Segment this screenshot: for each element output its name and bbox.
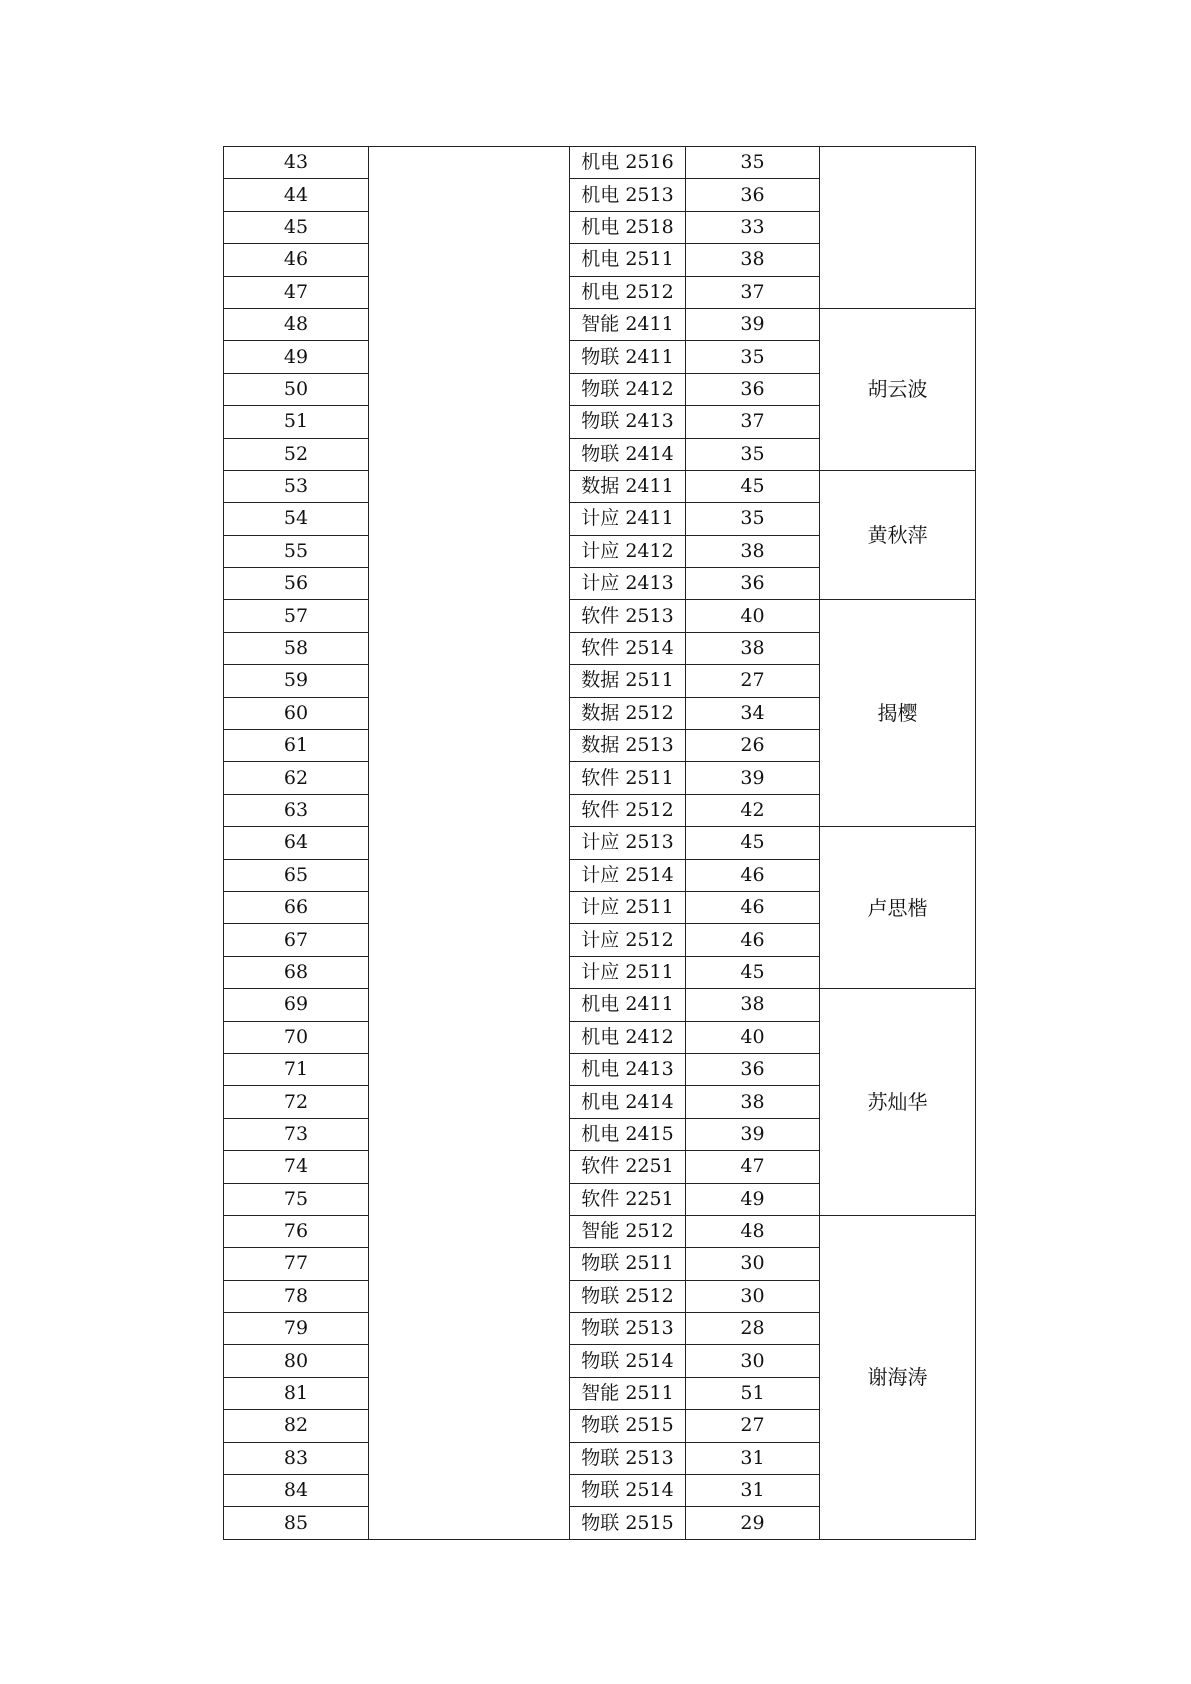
row-number-cell: 51 <box>224 406 369 438</box>
row-number-cell: 69 <box>224 989 369 1021</box>
row-number-cell: 82 <box>224 1410 369 1442</box>
row-number-cell: 74 <box>224 1151 369 1183</box>
row-number-cell: 48 <box>224 308 369 340</box>
class-name-cell: 机电 2513 <box>570 179 686 211</box>
class-name-cell: 智能 2511 <box>570 1377 686 1409</box>
class-name-cell: 物联 2515 <box>570 1507 686 1539</box>
row-number-cell: 71 <box>224 1053 369 1085</box>
student-count-cell: 35 <box>686 147 820 179</box>
class-name-cell: 物联 2512 <box>570 1280 686 1312</box>
teacher-cell: 揭樱 <box>820 600 976 827</box>
student-count-cell: 37 <box>686 406 820 438</box>
student-count-cell: 30 <box>686 1280 820 1312</box>
class-name-cell: 计应 2512 <box>570 924 686 956</box>
row-number-cell: 83 <box>224 1442 369 1474</box>
roster-body <box>224 147 976 1540</box>
row-number-cell: 61 <box>224 730 369 762</box>
student-count-cell: 38 <box>686 989 820 1021</box>
student-count-cell: 30 <box>686 1248 820 1280</box>
row-number-cell: 85 <box>224 1507 369 1539</box>
class-name-cell: 机电 2415 <box>570 1118 686 1150</box>
row-number-cell: 77 <box>224 1248 369 1280</box>
table-row <box>224 470 976 502</box>
class-name-cell: 物联 2511 <box>570 1248 686 1280</box>
student-count-cell: 45 <box>686 956 820 988</box>
row-number-cell: 80 <box>224 1345 369 1377</box>
class-name-cell: 计应 2511 <box>570 956 686 988</box>
student-count-cell: 31 <box>686 1442 820 1474</box>
class-name-cell: 软件 2514 <box>570 632 686 664</box>
row-number-cell: 45 <box>224 211 369 243</box>
class-name-cell: 机电 2511 <box>570 244 686 276</box>
student-count-cell: 48 <box>686 1215 820 1247</box>
class-name-cell: 物联 2412 <box>570 373 686 405</box>
blank-merged-cell <box>369 147 570 1540</box>
student-count-cell: 39 <box>686 762 820 794</box>
row-number-cell: 53 <box>224 470 369 502</box>
class-name-cell: 计应 2412 <box>570 535 686 567</box>
class-name-cell: 机电 2512 <box>570 276 686 308</box>
class-name-cell: 计应 2513 <box>570 827 686 859</box>
class-name-cell: 物联 2513 <box>570 1313 686 1345</box>
student-count-cell: 36 <box>686 179 820 211</box>
class-name-cell: 机电 2414 <box>570 1086 686 1118</box>
student-count-cell: 45 <box>686 827 820 859</box>
class-name-cell: 物联 2411 <box>570 341 686 373</box>
row-number-cell: 73 <box>224 1118 369 1150</box>
teacher-cell: 卢思楷 <box>820 827 976 989</box>
student-count-cell: 29 <box>686 1507 820 1539</box>
student-count-cell: 34 <box>686 697 820 729</box>
teacher-cell: 黄秋萍 <box>820 470 976 600</box>
student-count-cell: 38 <box>686 244 820 276</box>
student-count-cell: 38 <box>686 1086 820 1118</box>
teacher-cell: 谢海涛 <box>820 1215 976 1539</box>
class-name-cell: 计应 2511 <box>570 891 686 923</box>
class-name-cell: 机电 2413 <box>570 1053 686 1085</box>
class-name-cell: 计应 2411 <box>570 503 686 535</box>
student-count-cell: 37 <box>686 276 820 308</box>
row-number-cell: 43 <box>224 147 369 179</box>
student-count-cell: 35 <box>686 341 820 373</box>
student-count-cell: 45 <box>686 470 820 502</box>
student-count-cell: 27 <box>686 665 820 697</box>
student-count-cell: 38 <box>686 632 820 664</box>
table-row <box>224 1215 976 1247</box>
row-number-cell: 76 <box>224 1215 369 1247</box>
student-count-cell: 40 <box>686 1021 820 1053</box>
row-number-cell: 68 <box>224 956 369 988</box>
teacher-cell: 胡云波 <box>820 308 976 470</box>
student-count-cell: 51 <box>686 1377 820 1409</box>
class-name-cell: 软件 2511 <box>570 762 686 794</box>
teacher-cell <box>820 147 976 309</box>
class-name-cell: 数据 2411 <box>570 470 686 502</box>
row-number-cell: 46 <box>224 244 369 276</box>
class-name-cell: 数据 2511 <box>570 665 686 697</box>
row-number-cell: 65 <box>224 859 369 891</box>
row-number-cell: 52 <box>224 438 369 470</box>
student-count-cell: 46 <box>686 859 820 891</box>
student-count-cell: 42 <box>686 794 820 826</box>
class-name-cell: 物联 2514 <box>570 1345 686 1377</box>
student-count-cell: 28 <box>686 1313 820 1345</box>
row-number-cell: 72 <box>224 1086 369 1118</box>
row-number-cell: 66 <box>224 891 369 923</box>
student-count-cell: 36 <box>686 1053 820 1085</box>
student-count-cell: 31 <box>686 1475 820 1507</box>
class-name-cell: 智能 2411 <box>570 308 686 340</box>
row-number-cell: 64 <box>224 827 369 859</box>
student-count-cell: 26 <box>686 730 820 762</box>
table-row <box>224 147 976 179</box>
student-count-cell: 39 <box>686 308 820 340</box>
class-name-cell: 计应 2514 <box>570 859 686 891</box>
row-number-cell: 57 <box>224 600 369 632</box>
student-count-cell: 33 <box>686 211 820 243</box>
class-name-cell: 物联 2513 <box>570 1442 686 1474</box>
class-name-cell: 物联 2413 <box>570 406 686 438</box>
row-number-cell: 58 <box>224 632 369 664</box>
class-name-cell: 软件 2251 <box>570 1151 686 1183</box>
class-name-cell: 数据 2512 <box>570 697 686 729</box>
row-number-cell: 50 <box>224 373 369 405</box>
class-name-cell: 软件 2512 <box>570 794 686 826</box>
row-number-cell: 75 <box>224 1183 369 1215</box>
class-name-cell: 物联 2514 <box>570 1475 686 1507</box>
class-name-cell: 机电 2412 <box>570 1021 686 1053</box>
class-name-cell: 数据 2513 <box>570 730 686 762</box>
class-name-cell: 智能 2512 <box>570 1215 686 1247</box>
student-count-cell: 36 <box>686 568 820 600</box>
student-count-cell: 36 <box>686 373 820 405</box>
class-name-cell: 软件 2513 <box>570 600 686 632</box>
row-number-cell: 55 <box>224 535 369 567</box>
row-number-cell: 49 <box>224 341 369 373</box>
row-number-cell: 79 <box>224 1313 369 1345</box>
student-count-cell: 46 <box>686 924 820 956</box>
teacher-cell: 苏灿华 <box>820 989 976 1216</box>
row-number-cell: 84 <box>224 1475 369 1507</box>
class-name-cell: 机电 2516 <box>570 147 686 179</box>
class-name-cell: 机电 2411 <box>570 989 686 1021</box>
table-row <box>224 308 976 340</box>
row-number-cell: 44 <box>224 179 369 211</box>
student-count-cell: 39 <box>686 1118 820 1150</box>
roster-table <box>223 146 976 1540</box>
student-count-cell: 27 <box>686 1410 820 1442</box>
student-count-cell: 46 <box>686 891 820 923</box>
student-count-cell: 30 <box>686 1345 820 1377</box>
table-row <box>224 827 976 859</box>
row-number-cell: 60 <box>224 697 369 729</box>
row-number-cell: 62 <box>224 762 369 794</box>
class-name-cell: 软件 2251 <box>570 1183 686 1215</box>
row-number-cell: 54 <box>224 503 369 535</box>
table-row <box>224 989 976 1021</box>
row-number-cell: 78 <box>224 1280 369 1312</box>
student-count-cell: 40 <box>686 600 820 632</box>
student-count-cell: 47 <box>686 1151 820 1183</box>
class-name-cell: 物联 2515 <box>570 1410 686 1442</box>
student-count-cell: 38 <box>686 535 820 567</box>
row-number-cell: 81 <box>224 1377 369 1409</box>
row-number-cell: 70 <box>224 1021 369 1053</box>
student-count-cell: 35 <box>686 503 820 535</box>
row-number-cell: 63 <box>224 794 369 826</box>
student-count-cell: 35 <box>686 438 820 470</box>
row-number-cell: 59 <box>224 665 369 697</box>
student-count-cell: 49 <box>686 1183 820 1215</box>
row-number-cell: 56 <box>224 568 369 600</box>
table-row <box>224 600 976 632</box>
class-name-cell: 计应 2413 <box>570 568 686 600</box>
class-name-cell: 物联 2414 <box>570 438 686 470</box>
class-name-cell: 机电 2518 <box>570 211 686 243</box>
row-number-cell: 67 <box>224 924 369 956</box>
row-number-cell: 47 <box>224 276 369 308</box>
